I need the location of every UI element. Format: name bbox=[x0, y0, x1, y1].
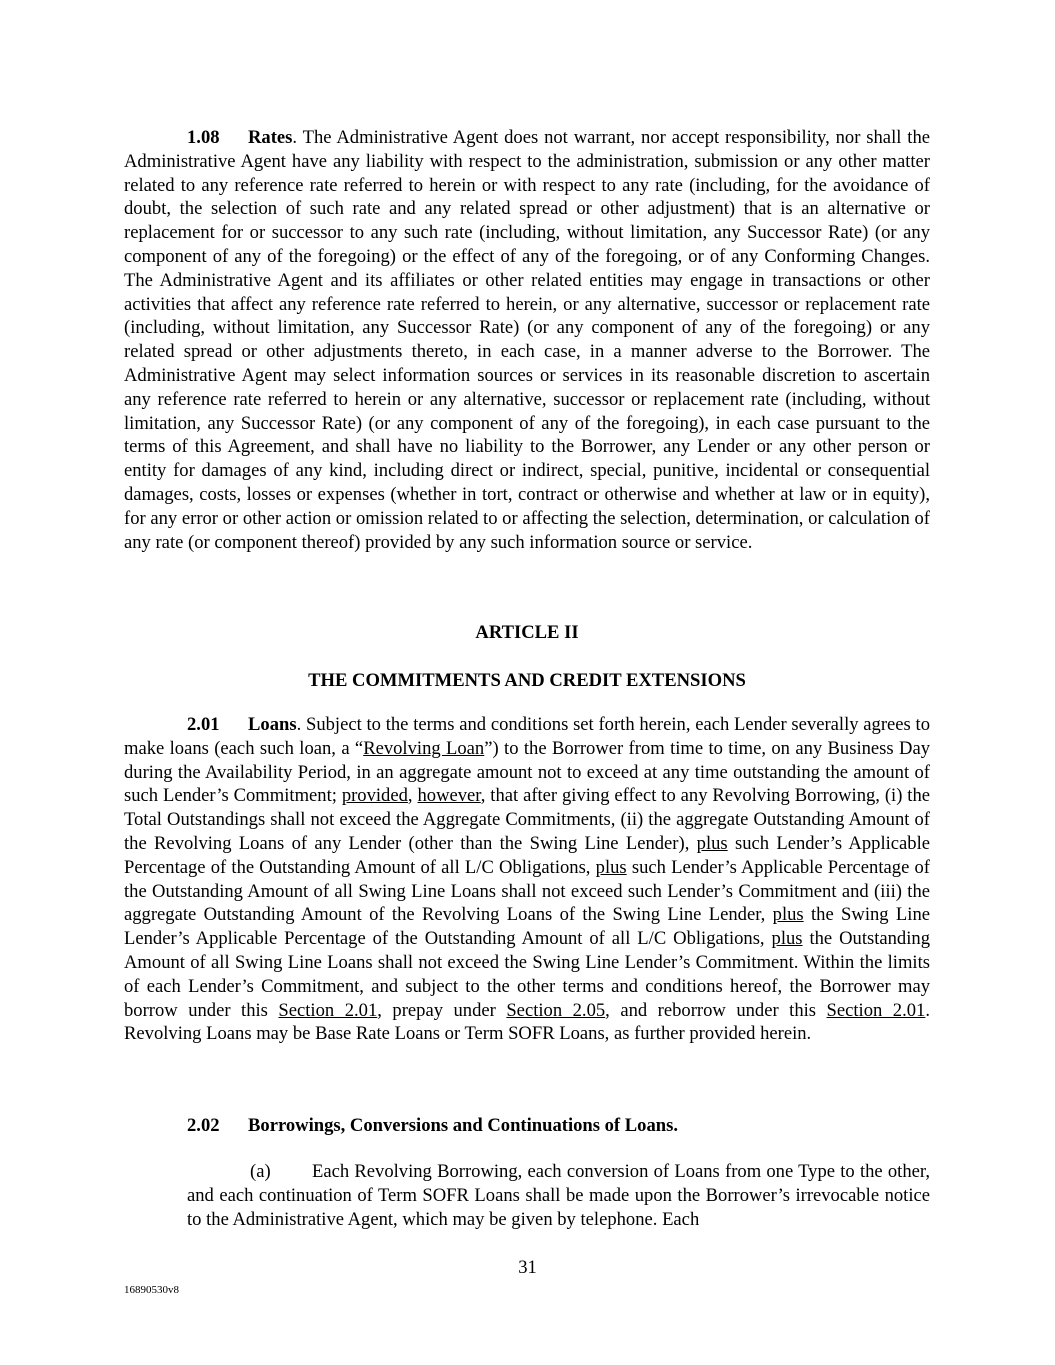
term-plus: plus bbox=[772, 904, 804, 926]
defined-term-revolving-loan: Revolving Loan bbox=[363, 737, 485, 759]
term-plus: plus bbox=[595, 856, 627, 878]
section-2-02-a-paragraph bbox=[187, 1160, 930, 1231]
section-number: 2.02 bbox=[187, 1115, 220, 1136]
proviso-however: however bbox=[417, 785, 481, 807]
term-plus: plus bbox=[771, 928, 803, 950]
term-plus: plus bbox=[696, 832, 728, 854]
proviso-provided: provided bbox=[341, 785, 408, 807]
article-title: ARTICLE II bbox=[475, 622, 579, 643]
cross-reference-section-2-01: Section 2.01 bbox=[278, 999, 378, 1021]
section-body: The Administrative Agent does not warrant, nor accept responsibility, nor shall the Administrative Agent have any liability with respect to the administration, submission or any other matter related to any reference rate referred to herein or with respect to any rate (including, for the avoidance of doubt, the selection of such rate and any related spread or other adjustment) that is an alternative or replacement for or successor to any such rate (including, without limitation, any Successor Rate) (or any component of any of the foregoing) or the effect of any of the foregoing, or of any Conforming Changes. The Administrative Agent and its affiliates or other related entities may engage in transactions or other activities that affect any reference rate referred to herein, or any alternative, successor or replacement rate (including, without limitation, any Successor Rate) (or any component of any of the foregoing) or any related spread or other adjustments thereto, in each case, in a manner adverse to the Borrower. The Administrative Agent may select information sources or services in its reasonable discretion to ascertain any reference rate referred to herein or any alternative, successor or replacement rate (including, without limitation, any Successor Rate) (or any component of any of the foregoing), in each case pursuant to the terms of this Agreement, and shall have no liability to the Borrower, any Lender or any other person or entity for damages of any kind, including direct or indirect, special, punitive, incidental or consequential damages, costs, losses or expenses (whether in tort, contract or otherwise and whether at law or in equity), for any error or other action or omission related to or affecting the selection, determination, or calculation of any rate (or component thereof) provided by any such information source or service. bbox=[124, 127, 930, 553]
page-number: 31 bbox=[518, 1257, 537, 1278]
document-id: 16890530v8 bbox=[124, 1284, 179, 1296]
article-subtitle: THE COMMITMENTS AND CREDIT EXTENSIONS bbox=[308, 670, 746, 691]
section-title: Rates bbox=[248, 127, 293, 148]
subsection-label: (a) bbox=[250, 1161, 271, 1182]
subsection-body: Each Revolving Borrowing, each conversion of Loans from one Type to the other, and each continuation of Term SOFR Loans shall be made upon the Borrower’s irrevocable notice to the Administrative Agent, which may be given by telephone. Each bbox=[187, 1161, 930, 1230]
section-number: 2.01 bbox=[187, 714, 220, 735]
section-2-02-heading bbox=[187, 1114, 678, 1138]
section-2-01-paragraph: 2.01 Loans. Subject to the terms and conditions set forth herein, each Lender severally agrees to make loans (each such loan, a “Revolving Loan”) to the Borrower from time to time, on any Business Day during the Availability Period, in an aggregate amount not to exceed at any time outstanding the amount of such Lender’s Commitment; provided, however, that after giving effect to any Revolving Borrowing, (i) the Total Outstandings shall not exceed the Aggregate Commitments, (ii) the aggregate Outstanding Amount of the Revolving Loans of any Lender (other than the Swing Line Lender), plus such Lender’s Applicable Percentage of the Outstanding Amount of all L/C Obligations, plus such Lender’s Applicable Percentage of the Outstanding Amount of all Swing Line Loans shall not exceed such Lender’s Commitment and (iii) the aggregate Outstanding Amount of the Revolving Loans of the Swing Line Lender, plus the Swing Line Lender’s Applicable Percentage of the Outstanding Amount of all L/C Obligations, plus the Outstanding Amount of all Swing Line Loans shall not exceed the Swing Line Lender’s Commitment. Within the limits of each Lender’s Commitment, and subject to the other terms and conditions hereof, the Borrower may borrow under this Section 2.01, prepay under Section 2.05, and reborrow under this Section 2.01. Revolving Loans may be Base Rate Loans or Term SOFR Loans, as further provided herein. bbox=[124, 714, 931, 1045]
section-number: 1.08 bbox=[187, 127, 220, 148]
section-title: Borrowings, Conversions and Continuations of Loans. bbox=[248, 1115, 678, 1136]
section-1-08-paragraph: 1.08 Rates. The Administrative Agent does not warrant, nor accept responsibility, nor shall the Administrative Agent have any liability with respect to the administration, submission or any other matter related to any reference rate referred to herein or with respect to any rate (including, for the avoidance of doubt, the selection of such rate and any related spread or other adjustment) that is an alternative or replacement for or successor to any such rate (including, without limitation, any Successor Rate) (or any component of any of the foregoing) or the effect of any of the foregoing, or of any Conforming Changes. The Administrative Agent and its affiliates or other related entities may engage in transactions or other activities that affect any reference rate referred to herein, or any alternative, successor or replacement rate (including, without limitation, any Successor Rate) (or any component of any of the foregoing) or any related spread or other adjustments thereto, in each case, in a manner adverse to the Borrower. The Administrative Agent may select information sources or services in its reasonable discretion to ascertain any reference rate referred to herein or any alternative, successor or replacement rate (including, without limitation, any Successor Rate) (or any component of any of the foregoing), in each case pursuant to the terms of this Agreement, and shall have no liability to the Borrower, any Lender or any other person or entity for damages of any kind, including direct or indirect, special, punitive, incidental or consequential damages, costs, losses or expenses (whether in tort, contract or otherwise and whether at law or in equity), for any error or other action or omission related to or affecting the selection, determination, or calculation of any rate (or component thereof) provided by any such information source or service. bbox=[124, 127, 930, 553]
cross-reference-section-2-01: Section 2.01 bbox=[826, 999, 926, 1021]
section-title: Loans bbox=[248, 714, 297, 735]
cross-reference-section-2-05: Section 2.05 bbox=[506, 999, 606, 1021]
